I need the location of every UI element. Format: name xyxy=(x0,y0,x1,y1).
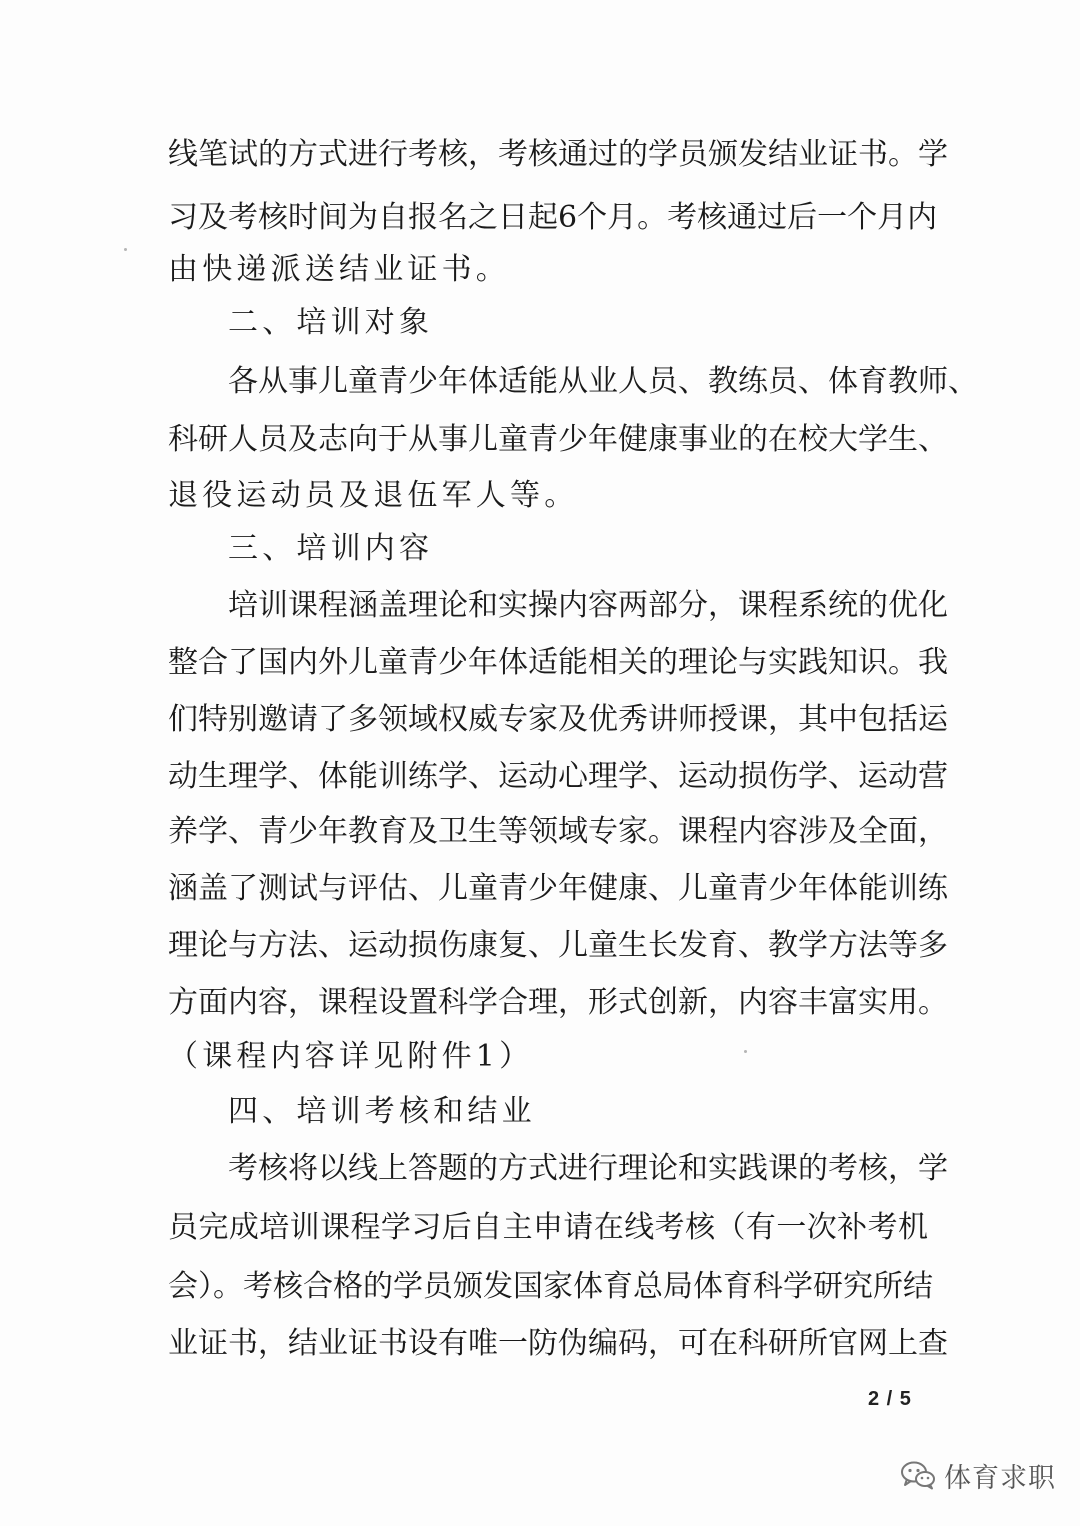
paragraph-line: 理论与方法、运动损伤康复、儿童生长发育、教学方法等多 xyxy=(168,928,948,963)
wechat-icon xyxy=(900,1460,936,1490)
paragraph-line: 涵盖了测试与评估、儿童青少年健康、儿童青少年体能训练 xyxy=(168,871,948,906)
paragraph-line: 动生理学、体能训练学、运动心理学、运动损伤学、运动营 xyxy=(168,759,948,794)
watermark-text: 体育求职 xyxy=(944,1462,1056,1494)
paragraph-line: 退役运动员及退伍军人等。 xyxy=(168,478,579,513)
page-number: 2 / 5 xyxy=(868,1388,912,1410)
paragraph-line: 业证书，结业证书设有唯一防伪编码，可在科研所官网上查 xyxy=(168,1326,948,1361)
scan-speck xyxy=(124,248,127,251)
paragraph-line: 方面内容，课程设置科学合理，形式创新，内容丰富实用。 xyxy=(168,985,948,1020)
paragraph-line: 线笔试的方式进行考核，考核通过的学员颁发结业证书。学 xyxy=(168,137,948,172)
paragraph-line: 科研人员及志向于从事儿童青少年健康事业的在校大学生、 xyxy=(168,422,948,457)
section-heading-training-content: 三、培训内容 xyxy=(228,531,434,566)
paragraph-line: 养学、青少年教育及卫生等领域专家。课程内容涉及全面， xyxy=(168,814,948,849)
watermark xyxy=(900,1452,1056,1498)
paragraph-line: 们特别邀请了多领域权威专家及优秀讲师授课，其中包括运 xyxy=(168,702,948,737)
paragraph-line: 员完成培训课程学习后自主申请在线考核（有一次补考机 xyxy=(168,1210,928,1245)
section-heading-training-target: 二、培训对象 xyxy=(228,305,434,340)
section-heading-assessment: 四、培训考核和结业 xyxy=(228,1094,536,1129)
paragraph-line: 各从事儿童青少年体适能从业人员、教练员、体育教师、 xyxy=(228,364,978,399)
paragraph-line: 由快递派送结业证书。 xyxy=(168,252,510,287)
paragraph-line: 整合了国内外儿童青少年体适能相关的理论与实践知识。我 xyxy=(168,645,948,680)
paragraph-line: 考核将以线上答题的方式进行理论和实践课的考核，学 xyxy=(228,1151,948,1186)
scan-speck xyxy=(744,1050,747,1053)
paragraph-line: 会）。考核合格的学员颁发国家体育总局体育科学研究所结 xyxy=(168,1269,933,1304)
paragraph-line: 培训课程涵盖理论和实操内容两部分，课程系统的优化 xyxy=(228,588,948,623)
paragraph-line: 习及考核时间为自报名之日起6个月。考核通过后一个月内 xyxy=(168,200,938,235)
paragraph-line: （课程内容详见附件1） xyxy=(168,1039,534,1074)
